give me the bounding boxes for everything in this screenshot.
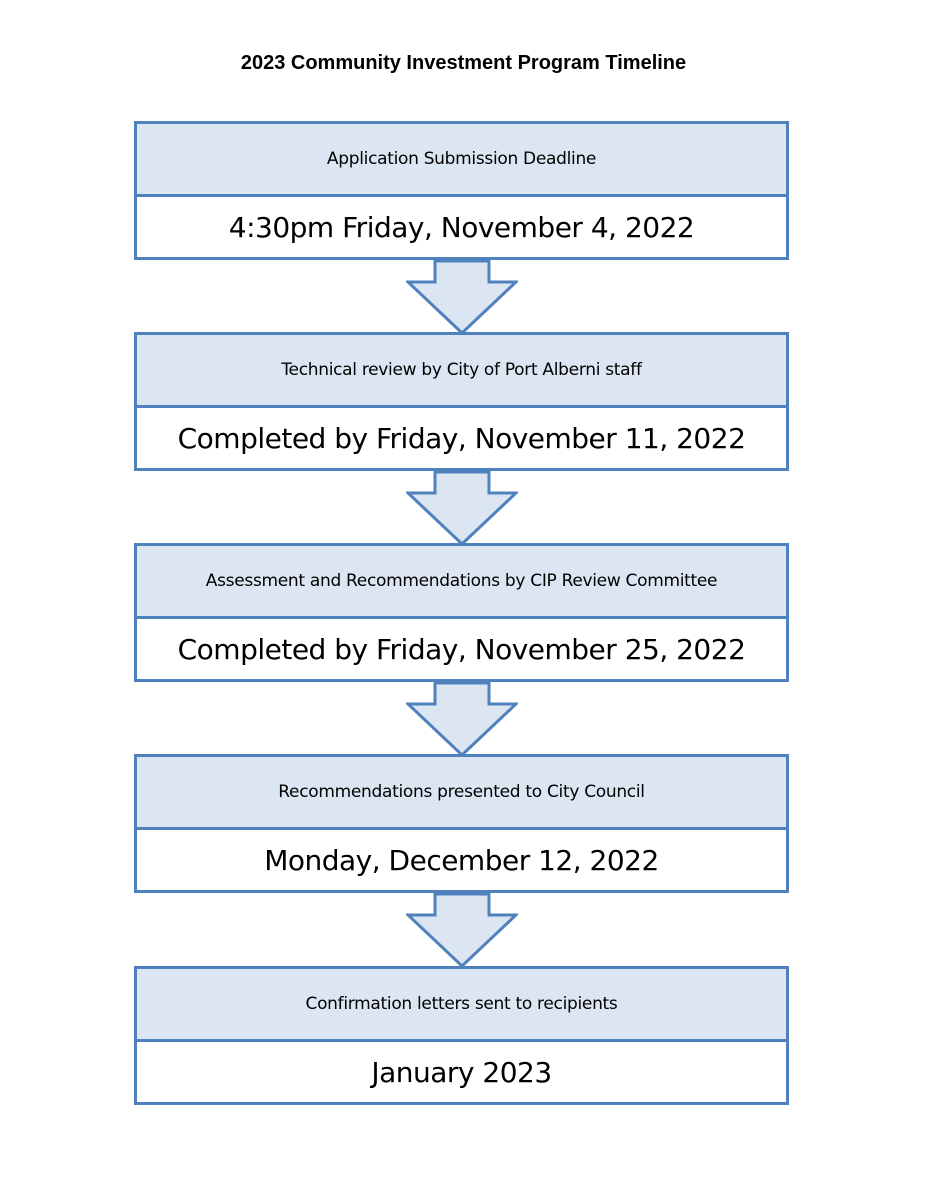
timeline-step-3 [134, 543, 789, 682]
down-arrow-icon [406, 893, 518, 968]
step-date: January 2023 [134, 1039, 789, 1105]
step-date: Completed by Friday, November 11, 2022 [134, 405, 789, 471]
step-date: Completed by Friday, November 25, 2022 [134, 616, 789, 682]
step-date: Monday, December 12, 2022 [134, 827, 789, 893]
step-label: Assessment and Recommendations by CIP Review Committee [134, 543, 789, 619]
step-label: Application Submission Deadline [134, 121, 789, 197]
step-date: 4:30pm Friday, November 4, 2022 [134, 194, 789, 260]
page-title: 2023 Community Investment Program Timeline [240, 52, 687, 74]
step-label: Recommendations presented to City Council [134, 754, 789, 830]
down-arrow-icon [406, 260, 518, 335]
down-arrow-icon [406, 682, 518, 757]
timeline-step-2 [134, 332, 789, 471]
timeline-step-4 [134, 754, 789, 893]
timeline-step-1 [134, 121, 789, 260]
step-label: Technical review by City of Port Alberni staff [134, 332, 789, 408]
step-label: Confirmation letters sent to recipients [134, 966, 789, 1042]
timeline-step-5 [134, 966, 789, 1105]
down-arrow-icon [406, 471, 518, 546]
